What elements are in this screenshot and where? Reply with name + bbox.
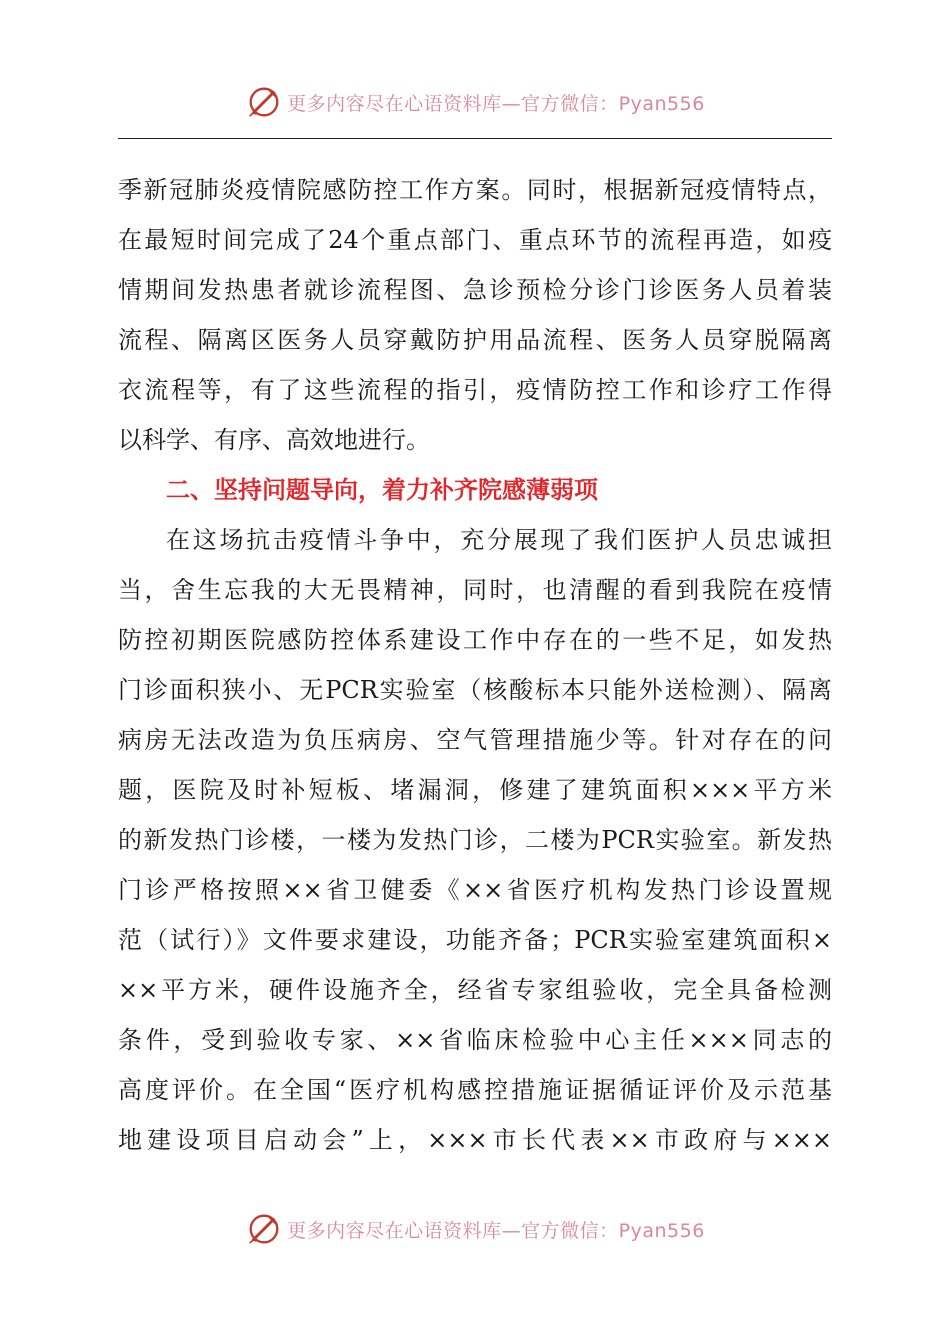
text-line: 病房无法改造为负压病房、空气管理措施少等。针对存在的问 (118, 726, 832, 754)
text-line: 在最短时间完成了24个重点部门、重点环节的流程再造，如疫 (118, 226, 832, 254)
section-heading: 二、坚持问题导向，着力补齐院感薄弱项 (166, 476, 598, 504)
text-line: 季新冠肺炎疫情院感防控工作方案。同时，根据新冠疫情特点， (118, 176, 832, 204)
text-line: ××平方米，硬件设施齐全，经省专家组验收，完全具备检测 (118, 976, 832, 1004)
text-line: 范（试行）》文件要求建设，功能齐备；PCR实验室建筑面积× (118, 926, 832, 954)
document-body (118, 165, 832, 1165)
text-line: 当，舍生忘我的大无畏精神，同时，也清醒的看到我院在疫情 (118, 576, 832, 604)
watermark-text: 更多内容尽在心语资料库—官方微信：Pyan556 (287, 92, 705, 115)
pen-logo-icon (245, 1210, 283, 1248)
text-line: 以科学、有序、高效地进行。 (118, 426, 430, 454)
text-line: 门诊严格按照××省卫健委《××省医疗机构发热门诊设置规 (118, 876, 832, 904)
text-line: 流程、隔离区医务人员穿戴防护用品流程、医务人员穿脱隔离 (118, 326, 832, 354)
header-watermark-banner (0, 80, 950, 124)
footer-watermark-banner (0, 1207, 950, 1251)
pen-logo-icon (245, 83, 283, 121)
text-line: 的新发热门诊楼，一楼为发热门诊，二楼为PCR实验室。新发热 (118, 826, 832, 854)
header-divider (118, 138, 832, 139)
watermark-text: 更多内容尽在心语资料库—官方微信：Pyan556 (287, 1219, 705, 1242)
text-line: 情期间发热患者就诊流程图、急诊预检分诊门诊医务人员着装 (118, 276, 832, 304)
text-line: 地建设项目启动会”上，×××市长代表××市政府与××× (118, 1126, 832, 1154)
text-line: 条件，受到验收专家、××省临床检验中心主任×××同志的 (118, 1026, 832, 1054)
text-line: 在这场抗击疫情斗争中，充分展现了我们医护人员忠诚担 (166, 526, 832, 554)
text-line: 门诊面积狭小、无PCR实验室（核酸标本只能外送检测）、隔离 (118, 676, 832, 704)
text-line: 衣流程等，有了这些流程的指引，疫情防控工作和诊疗工作得 (118, 376, 832, 404)
text-line: 高度评价。在全国“医疗机构感控措施证据循证评价及示范基 (118, 1076, 832, 1104)
text-line: 防控初期医院感防控体系建设工作中存在的一些不足，如发热 (118, 626, 832, 654)
text-line: 题，医院及时补短板、堵漏洞，修建了建筑面积×××平方米 (118, 776, 832, 804)
